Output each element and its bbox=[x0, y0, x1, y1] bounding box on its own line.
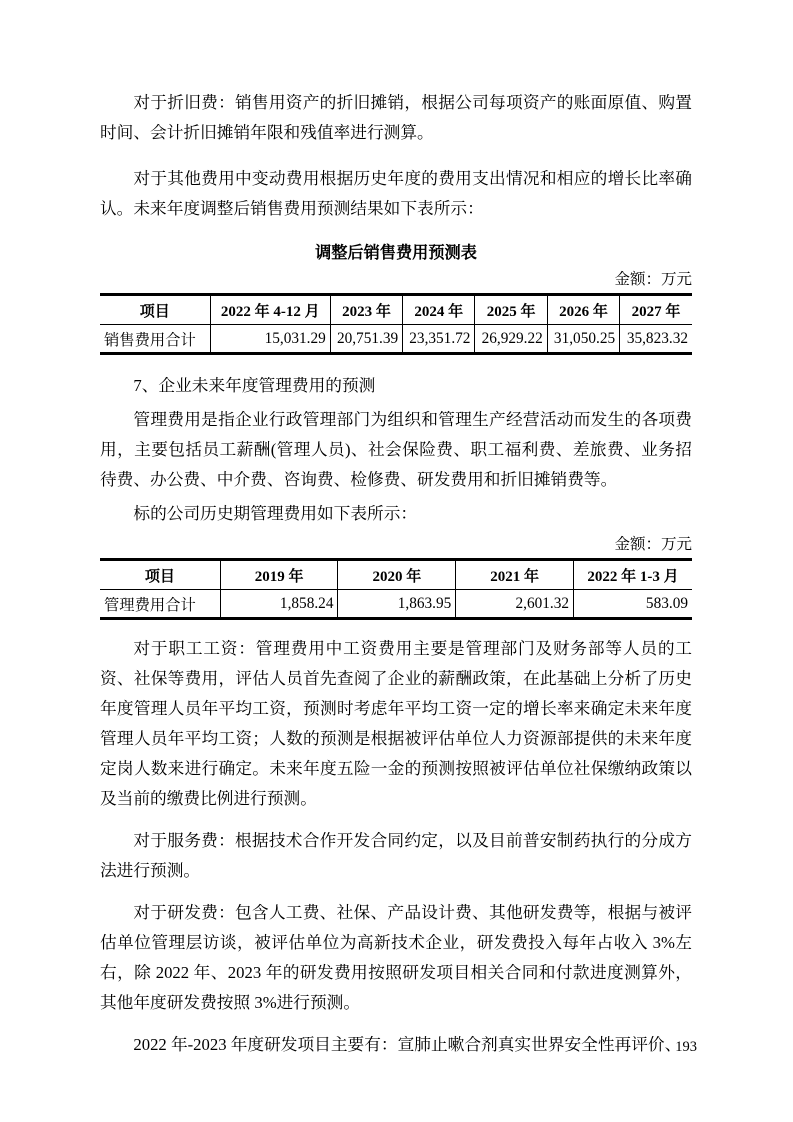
section-heading-7: 7、企业未来年度管理费用的预测 bbox=[133, 376, 376, 395]
value-2024: 23,351.72 bbox=[403, 325, 475, 354]
paragraph-staff-salary: 对于职工工资：管理费用中工资费用主要是管理部门及财务部等人员的工资、社保等费用，评估人员首先查阅了企业的薪酬政策，在此基础上分析了历史年度管理人员年平均工资，预测时考虑年平均工资一定的增长率来确定未来年度管理人员年平均工资；人数的预测是根据被评估单位人力资源部提供的未来年度定岗人数来进行确定。未来年度五险一金的预测按照被评估单位社保缴纳政策以及当前的缴费比例进行预测。 bbox=[100, 639, 692, 808]
header-cell-2022-4-12: 2022 年 4-12 月 bbox=[210, 295, 330, 325]
header-cell-2024: 2024 年 bbox=[403, 295, 475, 325]
paragraph-depreciation: 对于折旧费：销售用资产的折旧摊销，根据公司每项资产的账面原值、购置时间、会计折旧摊销年限和残值率进行测算。 bbox=[100, 93, 692, 142]
value-2021: 2,601.32 bbox=[456, 590, 574, 619]
value-2022-4-12: 15,031.29 bbox=[210, 325, 330, 354]
table-header-row bbox=[100, 295, 692, 325]
row-label-admin-total: 管理费用合计 bbox=[104, 596, 196, 614]
header-cell-item: 项目 bbox=[144, 568, 175, 585]
table-header-row bbox=[100, 560, 692, 590]
paragraph-admin-expense-definition: 管理费用是指企业行政管理部门为组织和管理生产经营活动而发生的各项费用，主要包括员工薪酬(管理人员)、社会保险费、职工福利费、差旅费、业务招待费、办公费、中介费、咨询费、检修费、研发费用和折旧摊销费等。 bbox=[100, 410, 692, 489]
table-row bbox=[100, 325, 692, 354]
page-number: 193 bbox=[675, 1039, 697, 1055]
value-2023: 20,751.39 bbox=[330, 325, 402, 354]
value-2022-1-3: 583.09 bbox=[574, 590, 692, 619]
header-cell-2019: 2019 年 bbox=[220, 560, 338, 590]
value-2027: 35,823.32 bbox=[620, 325, 692, 354]
paragraph-service-fee: 对于服务费：根据技术合作开发合同约定，以及目前普安制药执行的分成方法进行预测。 bbox=[100, 831, 692, 880]
value-2025: 26,929.22 bbox=[475, 325, 547, 354]
admin-history-unit-label: 金额：万元 bbox=[614, 536, 692, 553]
paragraph-rd-fee: 对于研发费：包含人工费、社保、产品设计费、其他研发费等，根据与被评估单位管理层访谈，被评估单位为高新技术企业，研发费投入每年占收入 3%左右，除 2022 年、2023 年的研发费用按照研发项目相关合同和付款进度测算外，其他年度研发费按照 3%进行预测。 bbox=[100, 903, 692, 1012]
header-cell-2023: 2023 年 bbox=[330, 295, 402, 325]
row-label-sales-total: 销售费用合计 bbox=[104, 331, 196, 349]
paragraph-rd-projects: 2022 年-2023 年度研发项目主要有：宣肺止嗽合剂真实世界安全性再评价、 bbox=[133, 1035, 682, 1054]
header-cell-2020: 2020 年 bbox=[338, 560, 456, 590]
header-cell-2021: 2021 年 bbox=[456, 560, 574, 590]
sales-forecast-table-title: 调整后销售费用预测表 bbox=[315, 244, 477, 262]
header-cell-2025: 2025 年 bbox=[475, 295, 547, 325]
value-2020: 1,863.95 bbox=[338, 590, 456, 619]
table-row bbox=[100, 590, 692, 619]
header-cell-2027: 2027 年 bbox=[620, 295, 692, 325]
value-2019: 1,858.24 bbox=[220, 590, 338, 619]
value-2026: 31,050.25 bbox=[547, 325, 619, 354]
header-cell-2022-1-3: 2022 年 1-3 月 bbox=[574, 560, 692, 590]
sales-forecast-table bbox=[100, 293, 692, 355]
sales-forecast-unit-label: 金额：万元 bbox=[614, 271, 692, 288]
paragraph-history-intro: 标的公司历史期管理费用如下表所示： bbox=[133, 504, 418, 523]
header-cell-item: 项目 bbox=[139, 303, 170, 320]
header-cell-2026: 2026 年 bbox=[547, 295, 619, 325]
admin-history-table bbox=[100, 558, 692, 620]
paragraph-other-expense: 对于其他费用中变动费用根据历史年度的费用支出情况和相应的增长比率确认。未来年度调整后销售费用预测结果如下表所示： bbox=[100, 169, 692, 218]
